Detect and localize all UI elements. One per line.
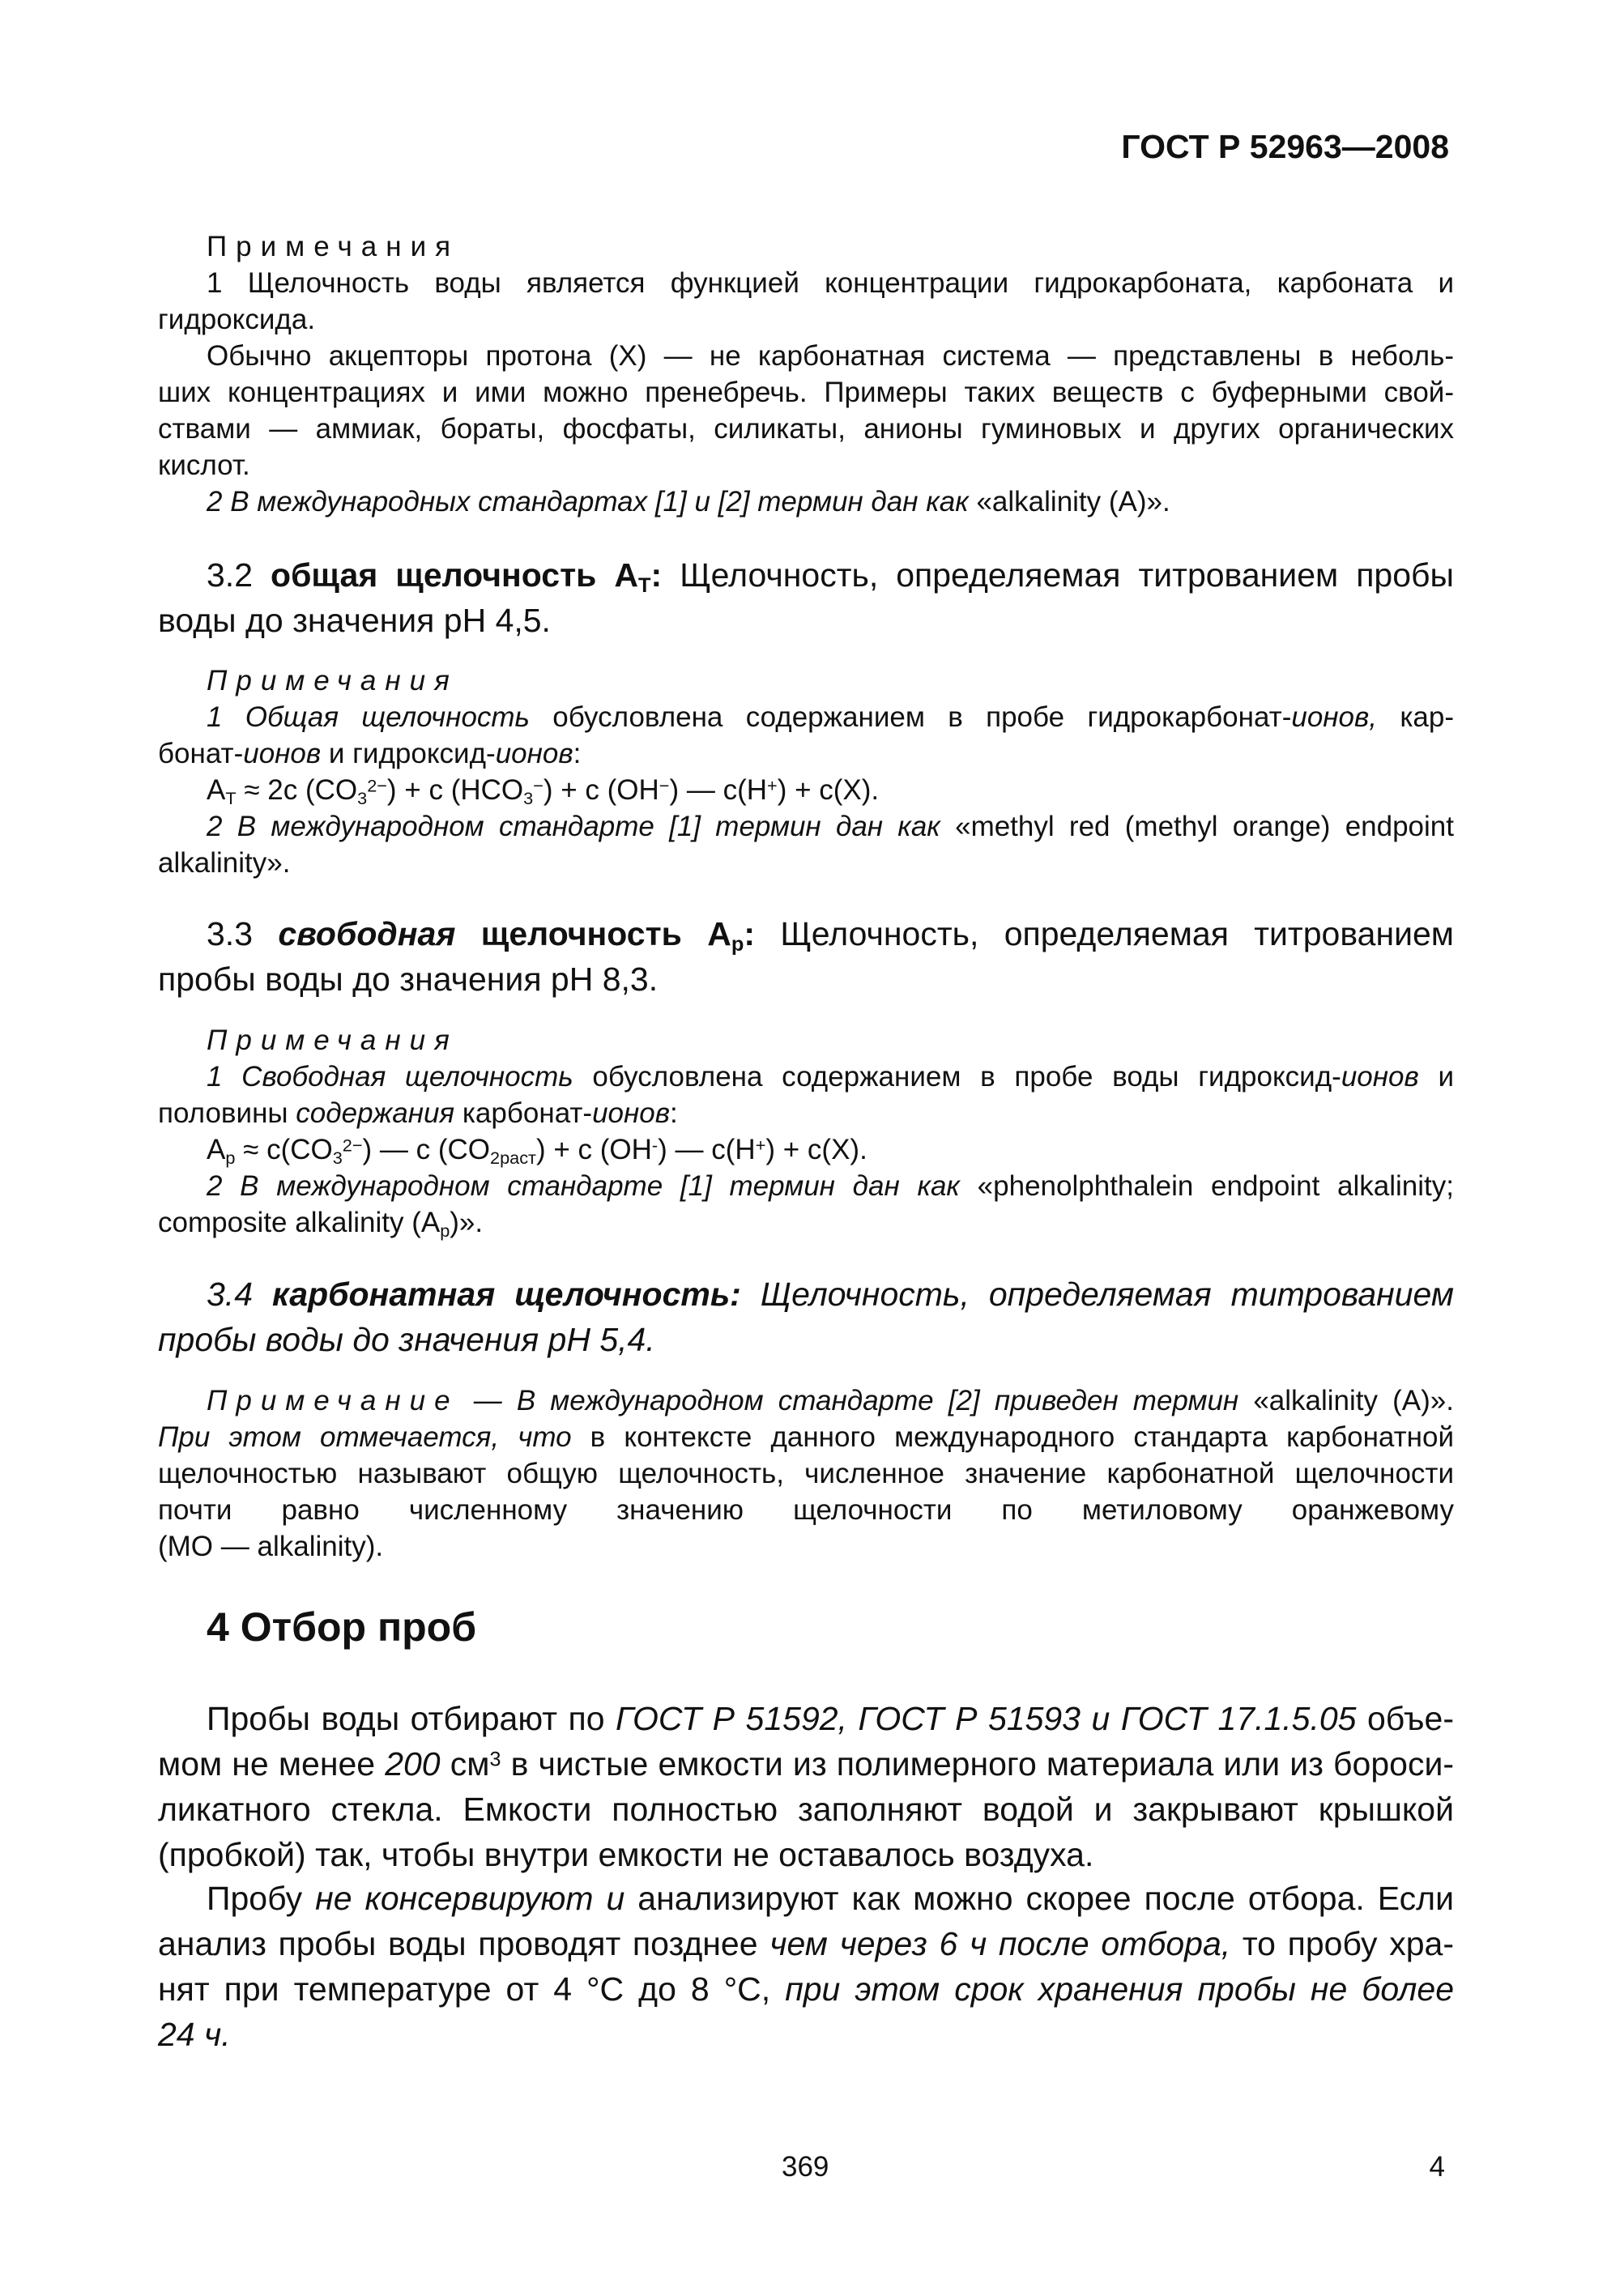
note-line: гидроксида. (158, 304, 316, 335)
section-4-paragraph-2: Пробу не консервируют и анализируют как можно скорее после отбора. Если анализ пробы воды проводят позднее чем через 6 ч после отбора, то пробу хра- нят при температуре от 4 °С до 8 °С, при этом срок хранения пробы не более 24 ч. (158, 1880, 1455, 2053)
sheet-number: 4 (1429, 2151, 1445, 2183)
notes-block-3-1 (158, 228, 1454, 520)
note-line: При этом отмечается, что в контексте данного международного стандарта карбонатной (158, 1421, 1455, 1453)
note-line: почти равно численному значению щелочности по метиловому оранжевому (158, 1494, 1454, 1526)
formula-free-alkalinity: $A_p \approx c(CO_3^{2-})$ — c $(CO_{2раст}) + c$ (OH-) — c(H+) + c(X). (207, 1134, 867, 1169)
term-3-2: 3.2 общая щелочность $A_T$: Щелочность, определяемая титрованием пробы воды до значения pH 4,5. (158, 556, 1454, 639)
notes-heading: Примечание (207, 1385, 459, 1416)
term-name: свободная щелочность $A_p$: (278, 915, 756, 956)
note-line: (МО — alkalinity). (158, 1531, 384, 1562)
notes-heading: Примечания (207, 665, 458, 696)
note-line: 1 Общая щелочность обусловлена содержанием в пробе гидрокарбонат-ионов, кар- (207, 701, 1454, 733)
formula-total-alkalinity: $A_T \approx 2c$ $(CO_3^{2-}) + c$ $(HCO_3^-) + c$ (OH−) — c(H+) + c(X). (207, 774, 880, 809)
note-line: ствами — аммиак, бораты, фосфаты, силикаты, анионы гуминовых и других органических (158, 413, 1454, 445)
note-line: ших концентрациях и ими можно пренебречь. Примеры таких веществ с буферными свой- (158, 377, 1454, 408)
note-line: Примечание — В международном стандарте [2] приведен термин «alkalinity (A)». (207, 1385, 1455, 1416)
note-line: половины содержания карбонат-ионов: (158, 1097, 678, 1129)
note-line: щелочностью называют общую щелочность, численное значение карбонатной щелочности (158, 1458, 1454, 1489)
note-line: 2 В международном стандарте [1] термин дан как «methyl red (methyl orange) endpoint (207, 811, 1454, 842)
notes-block-3-2 (158, 662, 1454, 881)
note-line: 1 Свободная щелочность обусловлена содержанием в пробе воды гидроксид-ионов и (207, 1061, 1455, 1093)
note-line: бонат-ионов и гидроксид-ионов: (158, 738, 582, 769)
section-4-heading: 4 Отбор проб (207, 1604, 477, 1650)
page-number: 369 (782, 2151, 829, 2183)
section-4-paragraph-1: Пробы воды отбирают по ГОСТ Р 51592, ГОСТ Р 51593 и ГОСТ 17.1.5.05 объе- мом не менее 200 $см^3$ в чистые емкости из полимерного материала или из борoси- ликатного стекла. Емкости полностью заполняют водой и закрывают крышкой (пробкой) так, чтобы внутри емкости не оставалось воздуха. (158, 1700, 1454, 1873)
term-name: общая щелочность $A_T$: (271, 556, 663, 598)
note-line: 2 В международных стандартах [1] и [2] термин дан как «alkalinity (A)». (207, 486, 1170, 518)
term-3-4: 3.4 карбонатная щелочность: Щелочность, определяемая титрованием пробы воды до значения pH 5,4. (158, 1276, 1454, 1358)
notes-heading: Примечания (207, 231, 460, 262)
notes-heading: Примечания (207, 1024, 458, 1056)
note-line: 2 В международном стандарте [1] термин дан как «phenolphthalein endpoint alkalinity; (207, 1170, 1454, 1202)
note-line: Обычно акцепторы протона (Х) — не карбонатная система — представлены в неболь- (207, 340, 1454, 372)
document-number-header: ГОСТ Р 52963—2008 (1121, 128, 1449, 165)
note-block-3-4 (158, 1382, 1454, 1565)
note-line: 1 Щелочность воды является функцией концентрации гидрокарбоната, карбоната и (207, 267, 1454, 299)
note-line: alkalinity». (158, 847, 291, 879)
term-3-3: 3.3 свободная щелочность $A_p$: Щелочность, определяемая титрованием пробы воды до значения pH 8,3. (158, 915, 1454, 998)
note-line: кислот. (158, 449, 250, 481)
notes-block-3-3 (158, 1022, 1454, 1241)
note-line: composite alkalinity $(A_p)$». (158, 1207, 484, 1242)
term-name: карбонатная щелочность: (272, 1276, 741, 1313)
